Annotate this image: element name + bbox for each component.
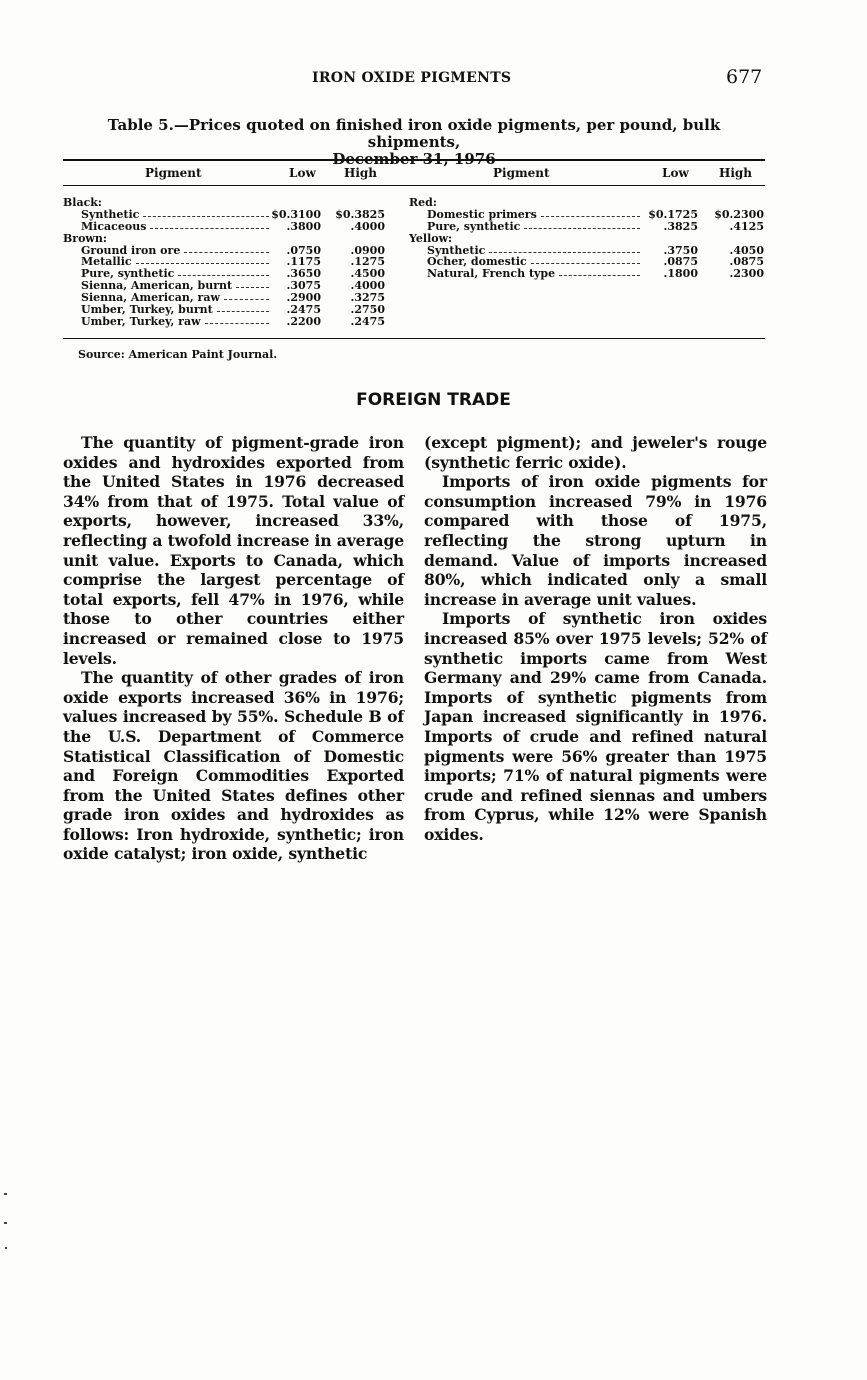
low-price-cell: .1800 [663, 267, 698, 281]
pigment-label: Sienna, American, raw [81, 291, 220, 305]
high-price-cell: $0.3825 [335, 207, 385, 221]
low-price-cell: .0875 [663, 255, 698, 269]
pigment-label: Ocher, domestic [427, 255, 527, 269]
scan-speck [5, 1247, 7, 1249]
low-price-cell: .2475 [286, 303, 321, 317]
low-price-cell: $0.3100 [271, 207, 321, 221]
table-row [409, 209, 765, 221]
dot-leader [559, 275, 640, 276]
pigment-label: Synthetic [427, 243, 486, 257]
high-price-cell: .4500 [350, 267, 385, 281]
high-price-cell: .2475 [350, 314, 385, 328]
category-label: Yellow: [409, 231, 453, 245]
paragraph: Imports of iron oxide pigments for consumption increased 79% in 1976 compared with those of 1975, reflecting the strong upturn in demand. Value of imports increased 80%, which indicated only a small increase in average unit values. [424, 472, 767, 609]
category-label: Black: [63, 196, 102, 209]
header-high-right: High [719, 166, 753, 180]
table-caption-line-1: Table 5.—Prices quoted on finished iron oxide pigments, per pound, bulk shipments, [107, 116, 721, 151]
high-price-cell: .0900 [350, 243, 385, 257]
table-row [63, 209, 393, 221]
pigment-label: Umber, Turkey, raw [81, 314, 201, 328]
dot-leader [531, 263, 640, 264]
table-left-column [63, 197, 393, 328]
dot-leader [150, 228, 269, 229]
text-column-left [63, 433, 404, 864]
low-price-cell: .0750 [286, 243, 321, 257]
low-price-cell: .3825 [663, 219, 698, 233]
section-heading: FOREIGN TRADE [356, 390, 511, 410]
high-price-cell: .2750 [350, 303, 385, 317]
table-bottom-rule [63, 338, 765, 339]
high-price-cell: $0.2300 [714, 207, 764, 221]
paragraph: Imports of synthetic iron oxides increased 85% over 1975 levels; 52% of synthetic imports came from West Germany and 29% came from Canada. Imports of synthetic pigments from Japan increased significantly in 1976. Imports of crude and refined natural pigments were 56% greater than 1975 imports; 71% of natural pigments were crude and refined siennas and umbers from Cyprus, while 12% were Spanish oxides. [424, 609, 767, 844]
dot-leader [541, 216, 640, 217]
pigment-label: Pure, synthetic [81, 267, 175, 281]
pigment-label: Pure, synthetic [427, 219, 521, 233]
header-low-right: Low [662, 166, 689, 180]
dot-leader [236, 287, 269, 288]
pigment-label: Natural, French type [427, 267, 556, 281]
scan-speck [4, 1193, 7, 1195]
pigment-label: Synthetic [81, 207, 140, 221]
pigment-label: Micaceous [81, 219, 147, 233]
running-head [0, 68, 867, 92]
paragraph: The quantity of pigment-grade iron oxides and hydroxides exported from the United States in 1976 decreased 34% from that of 1975. Total value of exports, however, increased 33%, reflecting a twofold increase in average unit value. Exports to Canada, which comprise the largest percentage of total exports, fell 47% in 1976, while those to other countries either increased or remained close to 1975 levels. [63, 433, 404, 668]
high-price-cell: .3275 [350, 291, 385, 305]
header-high-left: High [344, 166, 378, 180]
low-price-cell: .3075 [286, 279, 321, 293]
pigment-label: Ground iron ore [81, 243, 181, 257]
dot-leader [136, 263, 269, 264]
table-row [409, 221, 765, 233]
high-price-cell: .4125 [729, 219, 764, 233]
running-head-title: IRON OXIDE PIGMENTS [312, 70, 512, 86]
high-price-cell: .4000 [350, 219, 385, 233]
header-low-left: Low [289, 166, 316, 180]
low-price-cell: .2200 [286, 314, 321, 328]
text-column-right [424, 433, 767, 844]
paragraph-continuation: (except pigment); and jeweler's rouge (synthetic ferric oxide). [424, 433, 767, 472]
category-label: Red: [409, 196, 437, 209]
category-label: Brown: [63, 231, 107, 245]
dot-leader [217, 311, 269, 312]
dot-leader [143, 216, 269, 217]
header-pigment-right: Pigment [493, 166, 550, 180]
table-row [63, 221, 393, 233]
dot-leader [178, 275, 269, 276]
low-price-cell: $0.1725 [648, 207, 698, 221]
high-price-cell: .4050 [729, 243, 764, 257]
dot-leader [184, 252, 269, 253]
low-price-cell: .3800 [286, 219, 321, 233]
table-row [409, 268, 765, 280]
pigment-label: Sienna, American, burnt [81, 279, 233, 293]
high-price-cell: .2300 [729, 267, 764, 281]
high-price-cell: .4000 [350, 279, 385, 293]
table-caption-line-2: December 31, 1976 [332, 150, 496, 168]
table-source-note: Source: American Paint Journal. [78, 348, 278, 361]
low-price-cell: .3750 [663, 243, 698, 257]
low-price-cell: .2900 [286, 291, 321, 305]
high-price-cell: .0875 [729, 255, 764, 269]
header-pigment-left: Pigment [145, 166, 202, 180]
pigment-label: Metallic [81, 255, 132, 269]
pigment-label: Domestic primers [427, 207, 537, 221]
paragraph: The quantity of other grades of iron oxide exports increased 36% in 1976; values increased by 55%. Schedule B of the U.S. Department of Commerce Statistical Classification of Domestic and Foreign Commodities Exported from the United States defines other grade iron oxides and hydroxides as follows: Iron hydroxide, synthetic; iron oxide catalyst; iron oxide, synthetic [63, 668, 404, 864]
table-body [63, 186, 765, 338]
dot-leader [489, 252, 640, 253]
dot-leader [205, 323, 269, 324]
table-header [63, 161, 765, 185]
price-table [63, 159, 765, 339]
low-price-cell: .3650 [286, 267, 321, 281]
dot-leader [224, 299, 269, 300]
pigment-label: Umber, Turkey, burnt [81, 303, 213, 317]
dot-leader [524, 228, 640, 229]
table-row [409, 233, 765, 245]
table-right-column [409, 197, 765, 280]
table-row [63, 316, 393, 328]
table-row [63, 233, 393, 245]
page-number: 677 [726, 66, 763, 88]
scan-speck [4, 1222, 7, 1224]
low-price-cell: .1175 [286, 255, 321, 269]
high-price-cell: .1275 [350, 255, 385, 269]
